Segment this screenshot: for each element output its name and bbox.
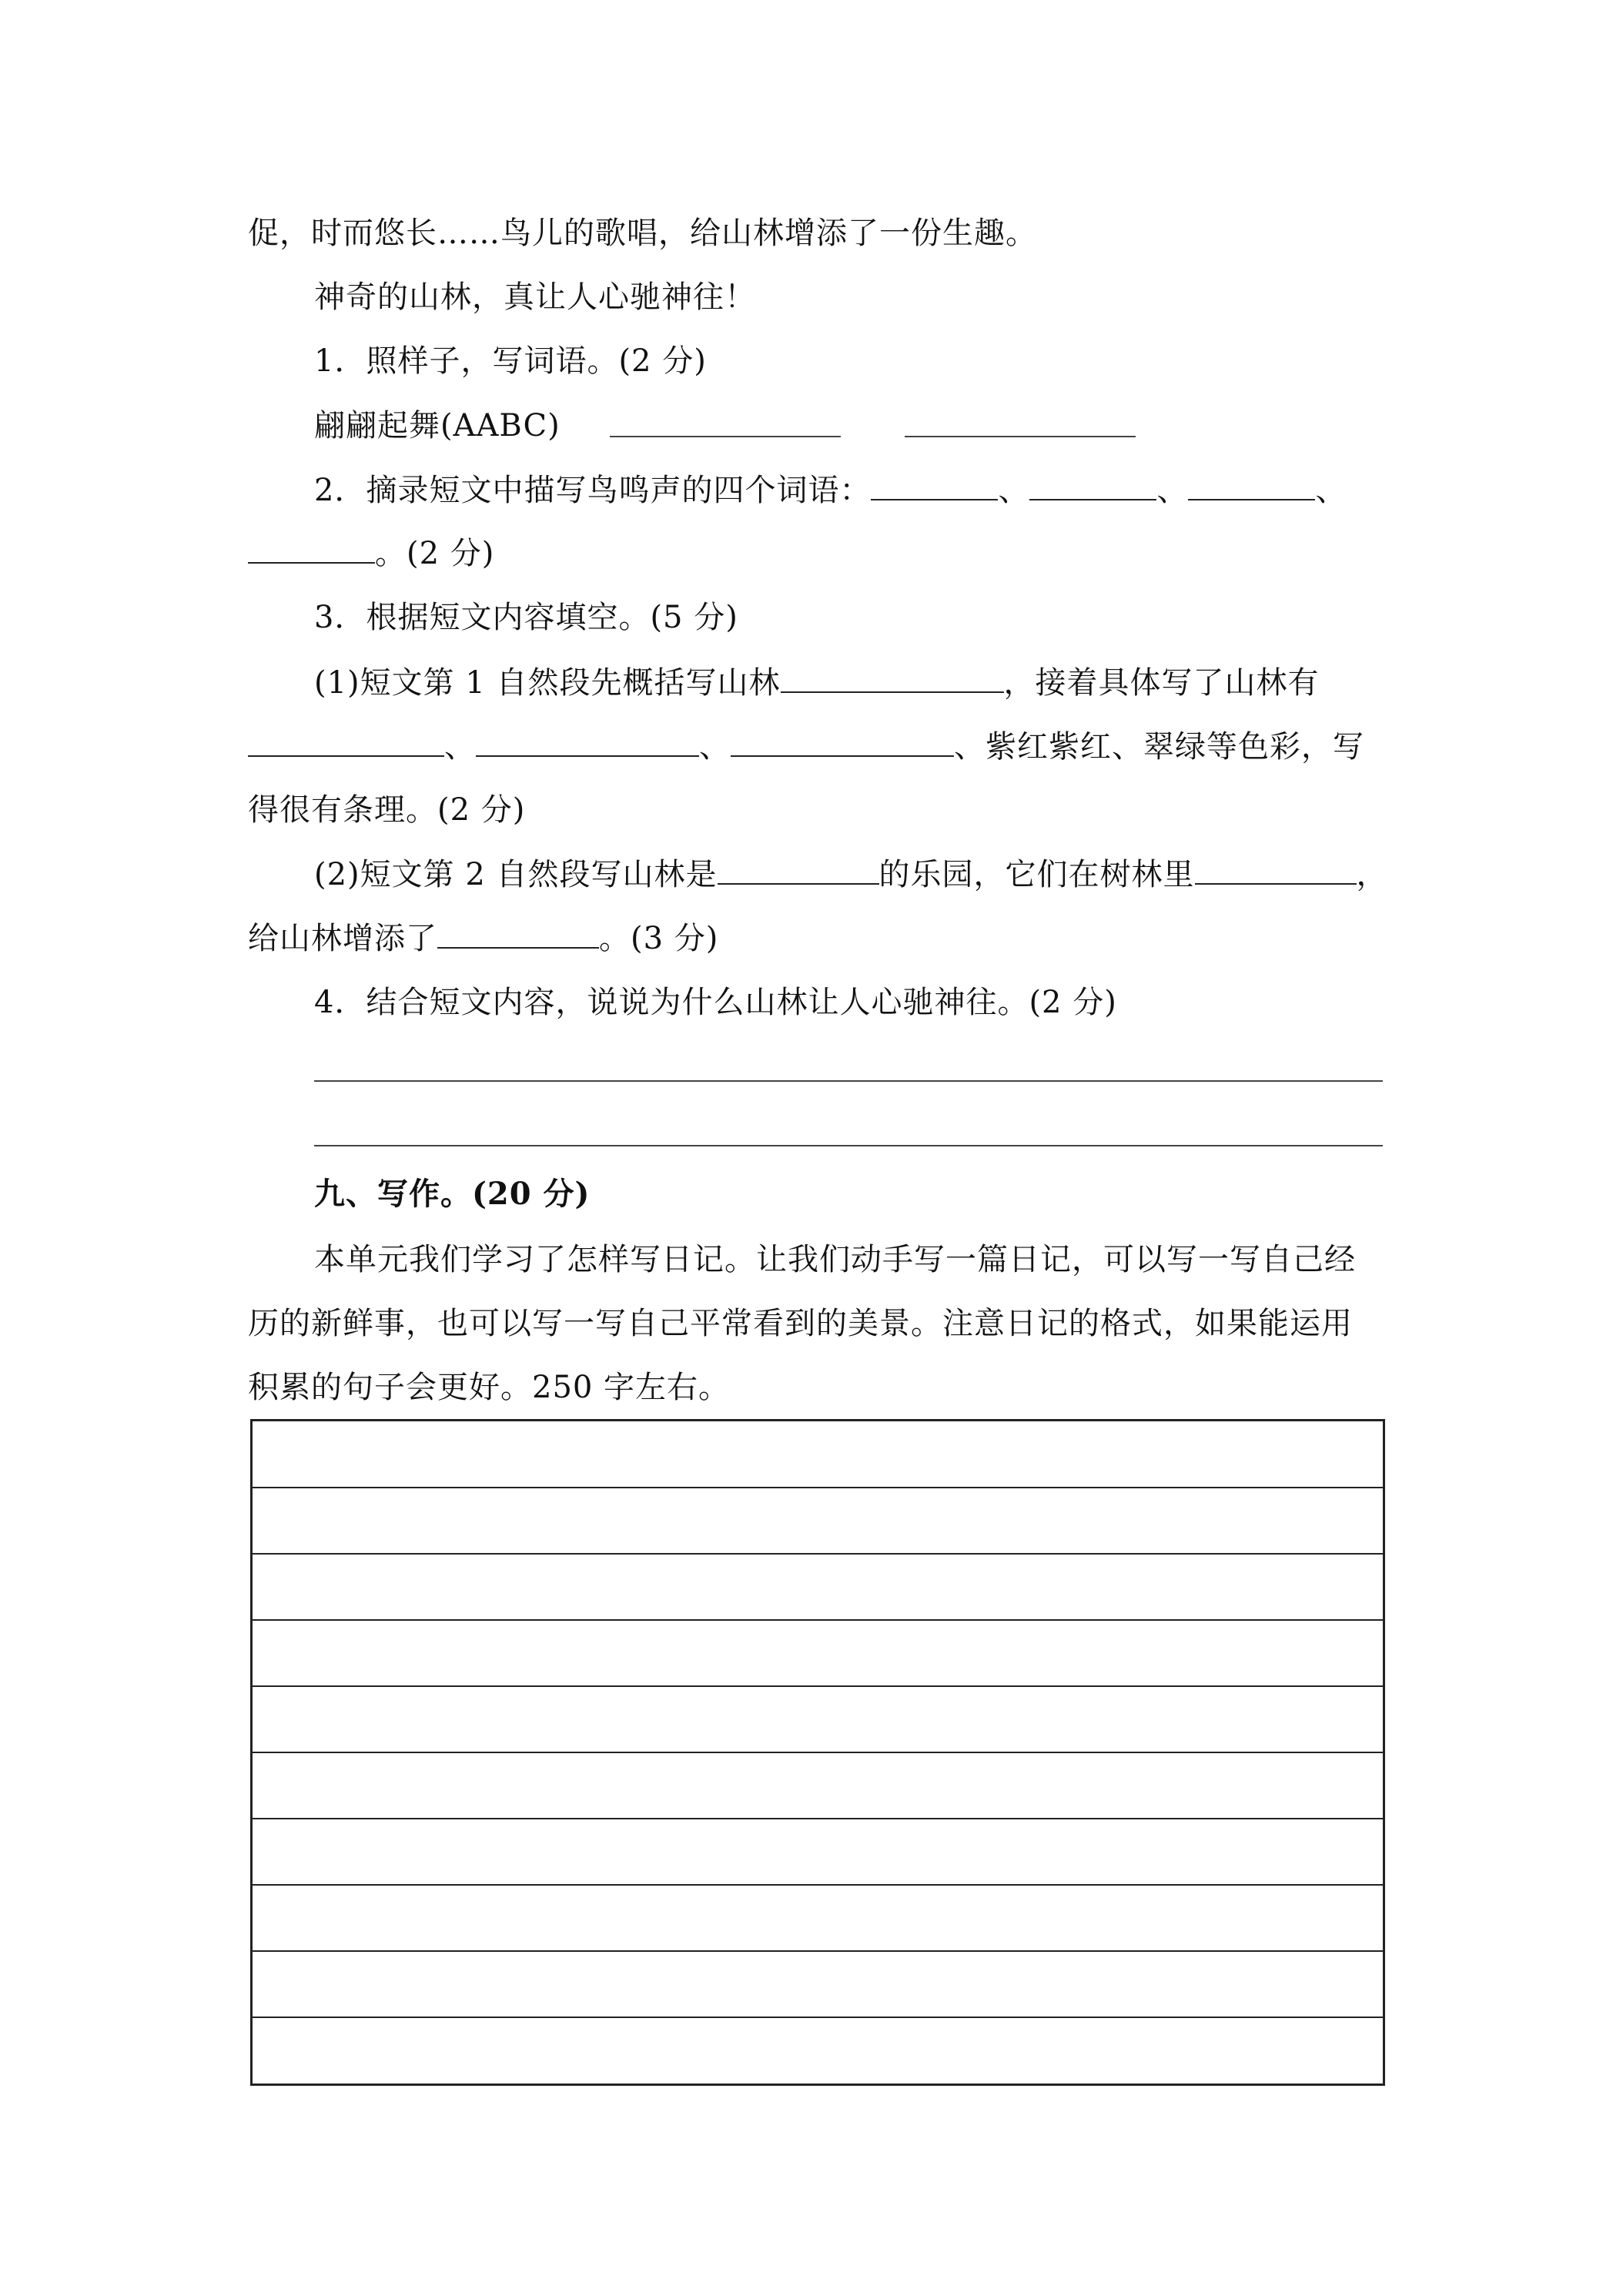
q2-answer-blank[interactable]: [248, 536, 375, 564]
q1-answer-blank[interactable]: [905, 436, 1136, 437]
question-2: [314, 470, 1347, 510]
separator: 、: [998, 473, 1030, 508]
writing-grid[interactable]: [250, 1419, 1385, 2086]
q3-part1-line2: [248, 727, 1364, 767]
q3-part1-line3: 得很有条理。(2 分): [248, 792, 526, 828]
q3-answer-blank[interactable]: [248, 729, 444, 757]
writing-row-line: [253, 1619, 1383, 1621]
q2-answer-blank[interactable]: [871, 473, 998, 500]
q1-answer-blank[interactable]: [610, 436, 841, 437]
q1-example: 翩翩起舞(AABC): [314, 408, 561, 443]
separator: 、: [699, 729, 731, 765]
passage-line: 促，时而悠长……鸟儿的歌唱，给山林增添了一份生趣。: [248, 216, 1037, 251]
writing-prompt: 历的新鲜事，也可以写一写自己平常看到的美景。注意日记的格式，如果能运用: [248, 1306, 1353, 1341]
question-4: 4．结合短文内容，说说为什么山林让人心驰神往。(2 分): [314, 985, 1117, 1020]
q2-answer-blank[interactable]: [1188, 473, 1315, 500]
separator: 、: [444, 729, 476, 765]
q3-answer-blank[interactable]: [731, 729, 954, 757]
writing-row-line: [253, 1950, 1383, 1952]
q3-part2-line1: [314, 855, 1388, 895]
q3-p1-text: ，接着具体写了山林有: [1003, 665, 1320, 701]
q3-p2-text: 给山林增添了: [248, 921, 437, 956]
q3-part1-line1: [314, 663, 1320, 703]
q3-p1-text: 、紫红紫红、翠绿等色彩，写: [954, 729, 1364, 765]
q3-answer-blank[interactable]: [476, 729, 699, 757]
question-3: 3．根据短文内容填空。(5 分): [314, 600, 738, 635]
q3-p1-text: (1)短文第 1 自然段先概括写山林: [314, 665, 781, 701]
q2-text: 2．摘录短文中描写鸟鸣声的四个词语：: [314, 473, 872, 508]
q2-end: 。(2 分): [375, 536, 495, 571]
q3-p2-text: ，: [1356, 857, 1388, 892]
section-heading: 九、写作。(20 分): [314, 1176, 591, 1212]
separator: 、: [1315, 473, 1347, 508]
q3-answer-blank[interactable]: [781, 665, 1004, 693]
separator: 、: [1156, 473, 1189, 508]
q2-answer-blank[interactable]: [1029, 473, 1156, 500]
q3-answer-blank[interactable]: [718, 857, 879, 885]
q3-part2-line2: [248, 919, 718, 959]
writing-row-line: [253, 1553, 1383, 1555]
q3-answer-blank[interactable]: [437, 921, 599, 949]
writing-row-line: [253, 1487, 1383, 1488]
writing-row-line: [253, 1818, 1383, 1819]
passage-line: 神奇的山林，真让人心驰神往！: [314, 279, 756, 315]
writing-row-line: [253, 1752, 1383, 1753]
writing-row-line: [253, 2017, 1383, 2018]
q3-p2-text: 的乐园，它们在树林里: [878, 857, 1195, 892]
q3-p2-text: (2)短文第 2 自然段写山林是: [314, 857, 718, 892]
q3-p2-text: 。(3 分): [599, 921, 719, 956]
writing-prompt: 积累的句子会更好。250 字左右。: [248, 1370, 731, 1405]
writing-row-line: [253, 1685, 1383, 1687]
writing-row-line: [253, 1884, 1383, 1886]
q3-answer-blank[interactable]: [1195, 857, 1357, 885]
question-1: 1．照样子，写词语。(2 分): [314, 343, 707, 379]
writing-prompt: 本单元我们学习了怎样写日记。让我们动手写一篇日记，可以写一写自己经: [314, 1242, 1356, 1277]
question-2-cont: [248, 534, 494, 574]
q4-answer-line[interactable]: [314, 1145, 1383, 1146]
q4-answer-line[interactable]: [314, 1080, 1383, 1082]
